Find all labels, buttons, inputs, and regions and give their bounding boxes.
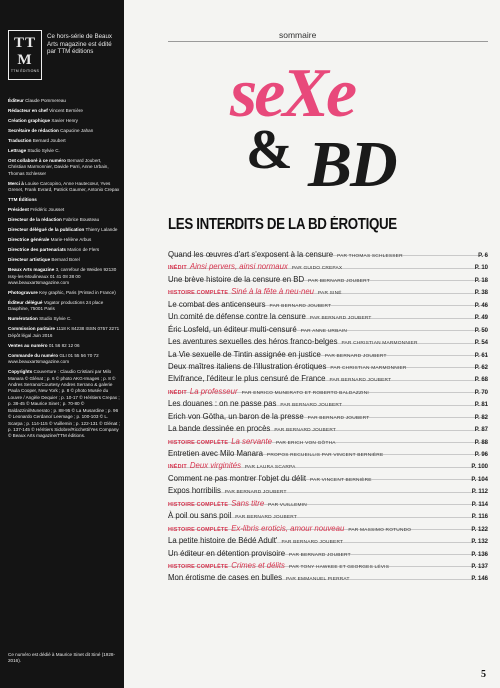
toc-entry-title: Les douanes : on ne passe pas xyxy=(168,399,277,409)
toc-entry xyxy=(168,468,488,483)
toc-entry-page: P. 116 xyxy=(471,514,488,521)
toc-entry-author: PAR BERNARD JOUBERT xyxy=(324,353,387,359)
toc-entry-label: INÉDIT xyxy=(168,464,187,471)
toc-entry-text xyxy=(168,567,350,585)
credit-text: 3, carrefour de Weiden 92130 Issy-les-Moulineaux 01 41 08 38 00 www.beauxartsmagazine.com xyxy=(8,267,117,286)
page-number: 5 xyxy=(481,669,486,680)
logo-ampersand: & xyxy=(246,119,293,181)
credit-entry xyxy=(8,128,120,134)
credit-label: Photogravure xyxy=(8,290,38,296)
toc-entry-author: PAR GUIDO CREPAX xyxy=(291,266,343,272)
credit-text: Xavier Henry xyxy=(51,118,78,123)
toc-entry-page: P. 49 xyxy=(474,315,488,322)
logo-small-text: TTM ÉDITIONS xyxy=(10,69,40,73)
toc-entry-label: HISTOIRE COMPLÈTE xyxy=(168,501,229,508)
credits-sidebar xyxy=(0,0,124,688)
toc-entry-page: P. 112 xyxy=(471,489,488,496)
credit-label: Lettrage xyxy=(8,148,27,153)
credit-text: Bernard Joubert, Christian Marmonnier, Davide Parri, Anne Urbain, Thomas Schlesser xyxy=(8,158,109,176)
credit-text: Frédéric Jousset xyxy=(30,207,65,213)
toc-entry-author: PAR MASSIMO ROTUNDO xyxy=(348,527,412,533)
toc-entry-label: INÉDIT xyxy=(168,389,187,396)
toc-entry-author: PAR BERNARD JOUBERT xyxy=(329,378,392,384)
toc-entry-label: HISTOIRE COMPLÈTE xyxy=(168,439,229,446)
toc-entry xyxy=(168,381,488,396)
toc-list xyxy=(168,244,488,583)
toc-entry-author: PAR ERICH VON GÖTHA xyxy=(275,440,336,446)
credit-entry xyxy=(8,118,120,124)
toc-entry-title: À poil ou sans poil xyxy=(168,511,232,521)
toc-entry-page: P. 132 xyxy=(471,539,488,546)
toc-entry-page: P. 87 xyxy=(474,427,488,434)
toc-entry-title: Les aventures sexuelles des héros franco-belges xyxy=(168,337,338,347)
credits-list xyxy=(8,98,120,443)
toc-entry xyxy=(168,493,488,508)
toc-entry-page: P. 70 xyxy=(474,389,488,396)
toc-entry-page: P. 122 xyxy=(471,526,488,533)
credit-label: Copyrights xyxy=(8,369,33,375)
credit-entry xyxy=(8,343,120,349)
credit-text: Studio Sylvie C. xyxy=(27,148,60,153)
credit-entry xyxy=(8,197,120,203)
toc-entry-author: PAR VUILLEMIN xyxy=(268,502,307,508)
toc-entry-title: Éric Losfeld, un éditeur multi-censuré xyxy=(168,324,297,334)
toc-entry xyxy=(168,269,488,284)
toc-entry-author: PAR ENRICO MUNERATO ET ROBERTO BALDAZZINI xyxy=(241,390,369,396)
credit-entry xyxy=(8,300,120,313)
credit-text: Thierry Lalande xyxy=(85,227,118,233)
toc-entry-page: P. 6 xyxy=(478,253,488,259)
toc-entry-title: Sans titre xyxy=(231,498,265,508)
toc-entry-author: PROPOS RECUEILLIS PAR VINCENT BERNIÈRE xyxy=(266,453,384,458)
credit-text: Marie-Hélène Arbus xyxy=(50,237,92,243)
credit-label: Directrice des partenariats xyxy=(8,247,66,253)
toc-entry-page: P. 136 xyxy=(471,551,488,558)
credit-label: Directeur artistique xyxy=(8,257,51,263)
credit-text: Couverture : Claudio Cristiani par Milo Manara © Glénat ; p. 6 © photo AKG-Images ; p. 8 © Andres Serrano/Courtesy Andres Serrano & galerie Paula Cooper, New York ; p. 8 © photo Musée du Louvre / Angèle Dequier ; p. 10-17 © Héritiers Crepax ; p. 38-45 © Maurice Sinet ; p. 70-80 © Baldazzini/Munerato ; p. 88-95 © La Musardine ; p. 96 © Leonardo Cerdano/ Leemage ; p. 100-103 © L. Scarpa ; p. 114-115 © Vuillemin ; p. 122-131 © Glénat ; p. 137-145 © Héritiers Sidobre/Ricchetti/Yes Company © Beaux Arts magazine/TTM éditions. xyxy=(8,369,120,439)
credit-label: Ventes au numéro xyxy=(8,342,48,348)
toc-entry-author: PAR BERNARD JOUBERT xyxy=(281,540,344,546)
toc-entry-title: Crimes et délits xyxy=(231,560,285,570)
credit-entry xyxy=(8,369,120,439)
credit-label: Secrétaire de rédaction xyxy=(8,128,59,133)
toc-entry-page: P. 62 xyxy=(474,364,488,371)
publisher-intro: Ce hors-série de Beaux Arts magazine est édité par TTM éditions xyxy=(47,33,113,56)
credit-label: Directeur de la rédaction xyxy=(8,217,62,223)
toc-entry-title: Expos horribilis xyxy=(168,486,221,496)
toc-entry-title: Une brève histoire de la censure en BD xyxy=(168,274,305,284)
toc-entry-author: PAR BERNARD JOUBERT xyxy=(274,428,337,434)
toc-entry-page: P. 104 xyxy=(471,476,488,483)
toc-entry-author: PAR BERNARD JOUBERT xyxy=(224,490,287,496)
ttm-logo xyxy=(8,30,42,80)
toc-entry xyxy=(168,256,488,272)
credit-entry xyxy=(8,158,120,177)
credit-label: Éditeur xyxy=(8,98,24,103)
credit-label: Ont collaboré à ce numéro xyxy=(8,158,66,163)
credit-text: Fabrice Bousteau xyxy=(63,217,100,223)
toc-entry-page: P. 82 xyxy=(474,414,488,421)
toc-entry-page: P. 18 xyxy=(474,277,488,284)
credit-label: TTM Éditions xyxy=(8,197,37,203)
toc-entry-title: Entretien avec Milo Manara xyxy=(168,449,263,458)
toc-entry-label: INÉDIT xyxy=(168,265,187,272)
credit-label: Rédacteur en chef xyxy=(8,108,48,113)
credit-text: Vincent Bernière xyxy=(49,108,83,113)
top-divider xyxy=(168,41,488,42)
credit-text: Louise Carcopino, Anne Hautecœur, Yves Grenet, Frank Evrard, Patrick Gaumer, Antonio Crepax xyxy=(8,180,120,193)
credit-label: Directrice générale xyxy=(8,237,50,243)
credit-text: 01 56 82 12 06 xyxy=(48,342,80,348)
credit-entry xyxy=(8,227,120,233)
credit-entry xyxy=(8,181,120,194)
toc-entry xyxy=(168,344,488,359)
credit-label: Numérotation xyxy=(8,316,38,322)
toc-entry-label: HISTOIRE COMPLÈTE xyxy=(168,526,229,533)
toc-entry-page: P. 61 xyxy=(474,352,488,359)
credit-text: GLI 01 55 56 70 72 www.beauxartsmagazine.com xyxy=(8,352,99,365)
credit-label: Traduction xyxy=(8,138,32,143)
toc-entry xyxy=(168,543,488,558)
page-heading: LES INTERDITS DE LA BD ÉROTIQUE xyxy=(168,216,397,233)
credit-entry xyxy=(8,316,120,322)
toc-entry-author: PAR EMMANUEL PIERRAT xyxy=(285,577,350,583)
logo-sexe-word: seXe xyxy=(230,55,355,132)
toc-entry-page: P. 96 xyxy=(474,452,488,458)
toc-entry-title: Le combat des anticenseurs xyxy=(168,299,266,309)
credit-entry xyxy=(8,326,120,339)
toc-entry-author: PAR BERNARD JOUBERT xyxy=(280,403,343,409)
toc-entry-title: La servante xyxy=(231,436,272,446)
toc-entry-title: La professeur xyxy=(189,386,238,396)
toc-entry-page: P. 68 xyxy=(474,377,488,384)
toc-entry-label: HISTOIRE COMPLÈTE xyxy=(168,563,229,570)
toc-entry-page: P. 81 xyxy=(474,402,488,409)
credit-label: Création graphique xyxy=(8,118,51,123)
credit-entry xyxy=(8,207,120,213)
toc-entry-title: La Vie sexuelle de Tintin assignée en justice xyxy=(168,349,321,359)
credit-text: 1118 K 84238 ISSN 0757 2271 Dépôt légal Juin 2016 xyxy=(8,326,120,338)
credit-text: Bernard Joubert xyxy=(32,138,66,143)
credit-entry xyxy=(8,267,120,286)
toc-entry xyxy=(168,431,488,446)
toc-entry-title: Erich von Götha, un baron de la presse xyxy=(168,411,304,421)
toc-entry-author: PAR TONY HAWKEE ET GEORGES LÉVIS xyxy=(288,564,390,570)
credit-entry xyxy=(8,148,120,154)
credit-label: Commande du numéro xyxy=(8,352,59,358)
credit-entry xyxy=(8,98,120,104)
credit-entry xyxy=(8,353,120,366)
toc-entry-author: PAR BERNARD JOUBERT xyxy=(269,303,332,309)
toc-entry-author: PAR VINCENT BERNIÈRE xyxy=(310,477,372,483)
credit-entry xyxy=(8,290,120,296)
credit-text: Marion de Flers xyxy=(67,247,100,253)
toc-entry-title: Mon érotisme de cases en bulles xyxy=(168,573,282,583)
toc-entry-page: P. 50 xyxy=(474,327,488,334)
toc-entry-author: PAR BERNARD JOUBERT xyxy=(308,278,370,284)
dedication: Ce numéro est dédié à Maurice Sinet dit Siné (1928-2016). xyxy=(8,652,115,664)
logo-top-text: TT xyxy=(13,35,36,51)
toc-entry-author: PAR CHRISTIAN MARMONNIER xyxy=(330,365,407,371)
credit-text: Vogator productions 24 place Dauphine, 75001 Paris xyxy=(8,300,104,312)
credit-label: Commission paritaire xyxy=(8,326,55,332)
toc-entry-author: PAR BERNARD JOUBERT xyxy=(307,415,370,421)
section-label: sommaire xyxy=(279,30,317,40)
toc-entry-title: Deux virginités xyxy=(189,461,242,471)
toc-entry-page: P. 88 xyxy=(474,439,488,446)
credit-entry xyxy=(8,237,120,243)
credit-label: Directeur délégué de la publication xyxy=(8,227,85,233)
table-of-contents-page xyxy=(124,0,500,688)
toc-entry-title: Deux maîtres italiens de l'illustration érotiques xyxy=(168,361,327,371)
toc-entry-label: HISTOIRE COMPLÈTE xyxy=(168,290,229,297)
toc-entry-title: Quand les œuvres d'art s'exposent à la censure xyxy=(168,250,334,259)
toc-entry-title: Ainsi pervers, ainsi normaux xyxy=(189,262,288,272)
credit-entry xyxy=(8,138,120,144)
toc-entry-title: Ex-libris eroticis, amour nouveau xyxy=(231,523,345,533)
credit-label: Merci à xyxy=(8,180,24,186)
toc-entry-author: PAR SINÉ xyxy=(318,291,342,297)
credit-text: Key graphic, Paris (Printed in France) xyxy=(39,290,116,296)
toc-entry-page: P. 10 xyxy=(474,265,488,272)
credit-label: Éditeur délégué xyxy=(8,300,43,306)
logo-bd-word: BD xyxy=(308,128,396,201)
toc-entry xyxy=(168,294,488,309)
toc-entry-page: P. 114 xyxy=(471,501,488,508)
toc-entry-page: P. 137 xyxy=(471,563,488,570)
credit-entry xyxy=(8,247,120,253)
toc-entry-author: PAR BERNARD JOUBERT xyxy=(309,316,372,322)
credit-label: Président xyxy=(8,207,29,213)
credit-entry xyxy=(8,108,120,114)
toc-entry-author: PAR BERNARD JOUBERT xyxy=(235,515,298,521)
toc-entry-title: Elvifrance, l'éditeur le plus censuré de France xyxy=(168,374,326,384)
toc-entry-page: P. 46 xyxy=(474,302,488,309)
toc-entry xyxy=(168,319,488,334)
toc-entry xyxy=(168,518,488,533)
toc-entry-author: PAR BERNARD JOUBERT xyxy=(289,552,351,558)
toc-entry-page: P. 146 xyxy=(471,576,488,583)
sexe-bd-logo xyxy=(224,46,414,201)
toc-entry-page: P. 100 xyxy=(471,464,488,471)
toc-entry-author: PAR LAURA SCARPA xyxy=(245,465,296,471)
credit-entry xyxy=(8,217,120,223)
credit-text: Bernard Borel xyxy=(51,257,80,263)
toc-entry-title: La petite histoire de Bédé Adult' xyxy=(168,536,278,546)
logo-bottom-text: M xyxy=(17,52,33,68)
toc-entry-title: Comment ne pas montrer l'objet du délit xyxy=(168,473,307,483)
credit-text: Studio Sylvie C. xyxy=(39,316,72,322)
toc-entry-page: P. 54 xyxy=(474,340,488,347)
toc-entry-author: PAR CHRISTIAN MARMONNIER xyxy=(341,341,418,347)
toc-entry xyxy=(168,406,488,421)
toc-entry-page: P. 38 xyxy=(474,290,488,297)
toc-entry-title: Un comité de défense contre la censure xyxy=(168,312,306,322)
credit-label: Beaux Arts magazine xyxy=(8,267,55,273)
credit-text: Claude Pommereau xyxy=(25,98,66,103)
toc-entry-title: La bande dessinée en procès xyxy=(168,424,271,434)
toc-entry xyxy=(168,244,488,259)
toc-entry-title: Un éditeur en détention provisoire xyxy=(168,548,286,558)
toc-entry-author: PAR ANNE URBAIN xyxy=(300,328,348,334)
toc-entry-title: Siné à la fête à neu-neu xyxy=(231,287,315,297)
credit-text: Capucine Jahan xyxy=(60,128,94,133)
toc-entry-author: PAR THOMAS SCHLESSER xyxy=(337,254,403,259)
credit-entry xyxy=(8,257,120,263)
